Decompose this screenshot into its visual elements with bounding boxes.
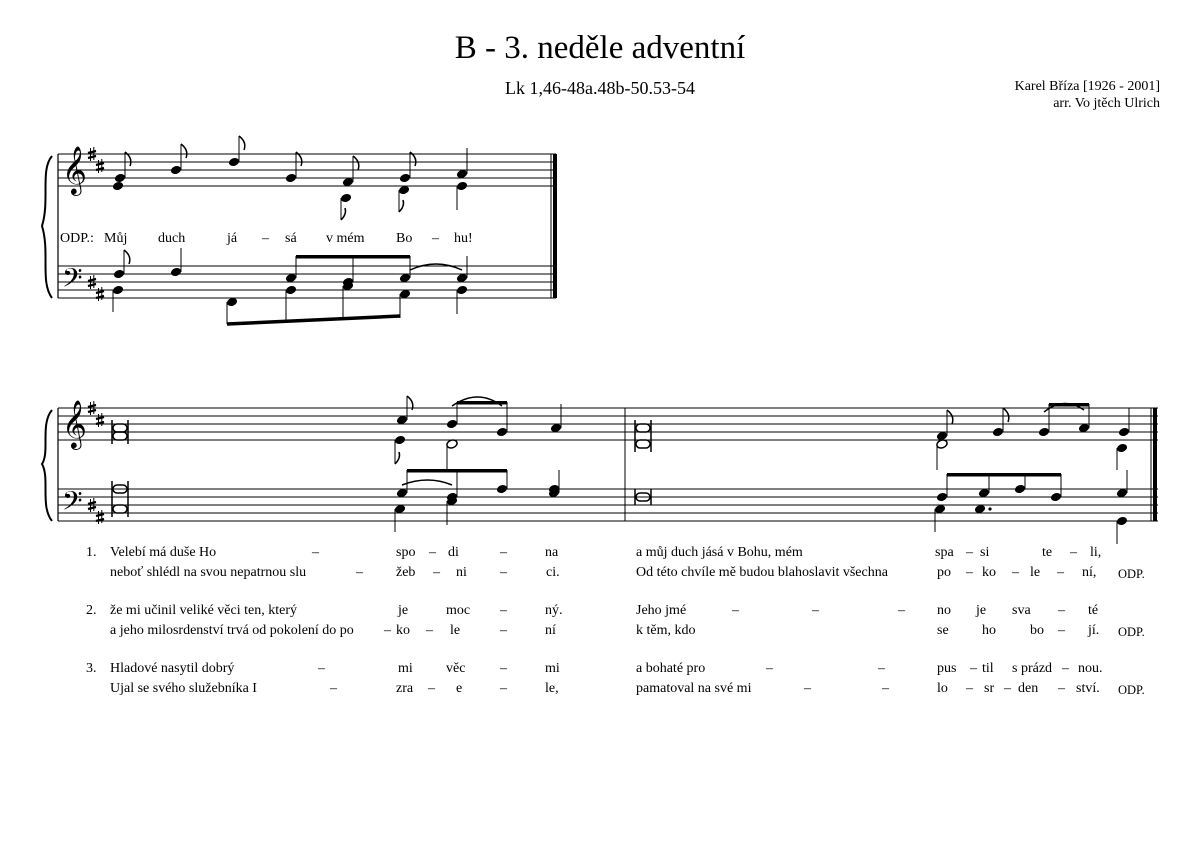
hyphen: – — [500, 623, 507, 638]
hyphen: – — [898, 603, 905, 618]
verse-number: 1. — [86, 545, 97, 560]
syllable: mi — [398, 661, 413, 676]
verse-text: k těm, kdo — [636, 623, 696, 638]
tenor-notes — [113, 248, 468, 287]
response-syllable: v mém — [326, 231, 365, 246]
treble-clef: 𝄞 — [62, 399, 87, 448]
verse-text: a jeho milosrdenství trvá od pokolení do po — [110, 623, 354, 638]
hyphen: – — [384, 623, 391, 638]
verse-text: Ujal se svého služebníka I — [110, 681, 257, 696]
syllable: te — [1042, 545, 1053, 560]
response-syllable: – — [432, 231, 439, 246]
syllable: s prázd — [1012, 661, 1053, 676]
syllable: ný. — [545, 603, 563, 618]
hyphen: – — [970, 661, 977, 676]
hyphen: – — [1012, 565, 1019, 580]
syllable: sr — [984, 681, 995, 696]
final-barline — [1153, 408, 1157, 521]
hyphen: – — [966, 681, 973, 696]
syllable: bo — [1030, 623, 1044, 638]
response-syllable: – — [262, 231, 269, 246]
hyphen: – — [1070, 545, 1077, 560]
reciting-chord-2 — [635, 420, 651, 505]
response-syllable: já — [227, 231, 238, 246]
hyphen: – — [426, 623, 433, 638]
syllable: jí. — [1088, 623, 1100, 638]
hyphen: – — [812, 603, 819, 618]
hyphen: – — [500, 565, 507, 580]
syllable: nou. — [1078, 661, 1103, 676]
hyphen: – — [882, 681, 889, 696]
hyphen: – — [433, 565, 440, 580]
hyphen: – — [1062, 661, 1069, 676]
verse-number: 3. — [86, 661, 97, 676]
syllable: se — [937, 623, 949, 638]
syllable: le — [450, 623, 461, 638]
hyphen: – — [500, 681, 507, 696]
response-syllable: Můj — [104, 231, 128, 246]
syllable: ní — [545, 623, 556, 638]
syllable: věc — [446, 661, 466, 676]
hyphen: – — [500, 603, 507, 618]
hyphen: – — [500, 545, 507, 560]
syllable: ko — [982, 565, 996, 580]
hyphen: – — [1058, 681, 1065, 696]
verse-number: 2. — [86, 603, 97, 618]
bass-staff — [58, 489, 1158, 521]
bass-staff — [58, 266, 556, 298]
hyphen: – — [966, 565, 973, 580]
hyphen: – — [429, 545, 436, 560]
syllable: té — [1088, 603, 1099, 618]
response-cue: ODP. — [1118, 567, 1145, 581]
verse-text: a bohaté pro — [636, 661, 706, 676]
brace — [42, 156, 52, 298]
syllable: je — [976, 603, 987, 618]
syllable: e — [456, 681, 463, 696]
response-label: ODP.: — [60, 231, 94, 246]
hyphen: – — [878, 661, 885, 676]
treble-staff — [58, 408, 1158, 440]
syllable: ci. — [546, 565, 560, 580]
response-cue: ODP. — [1118, 683, 1145, 697]
syllable: til — [982, 661, 994, 676]
response-syllable: Bo — [396, 231, 413, 246]
syllable: no — [937, 603, 951, 618]
syllable: žeb — [396, 565, 416, 580]
verse-text: neboť shlédl na svou nepatrnou slu — [110, 565, 307, 580]
verse-text: Hladové nasytil dobrý — [110, 661, 235, 676]
syllable: po — [937, 565, 951, 580]
hyphen: – — [356, 565, 363, 580]
hyphen: – — [500, 661, 507, 676]
verse-text: že mi učinil veliké věci ten, který — [110, 603, 297, 618]
syllable: ho — [982, 623, 996, 638]
page-title: B - 3. neděle adventní — [454, 30, 746, 66]
arranger-credit: arr. Vo jtěch Ulrich — [1053, 96, 1160, 111]
verse-text: Jeho jmé — [636, 603, 687, 618]
syllable: ni — [456, 565, 467, 580]
composer-credit: Karel Bříza [1926 - 2001] — [1014, 79, 1160, 94]
bass-clef: 𝄢 — [62, 262, 83, 300]
response-cue: ODP. — [1118, 625, 1145, 639]
response-syllable: hu! — [454, 231, 473, 246]
syllable: ní, — [1082, 565, 1097, 580]
bass-clef: 𝄢 — [62, 485, 83, 523]
final-barline — [553, 154, 557, 298]
syllable: ství. — [1076, 681, 1100, 696]
syllable: moc — [446, 603, 471, 618]
hyphen: – — [318, 661, 325, 676]
syllable: le, — [545, 681, 559, 696]
hyphen: – — [1057, 565, 1064, 580]
syllable: lo — [937, 681, 948, 696]
syllable: sva — [1012, 603, 1031, 618]
syllable: zra — [396, 681, 414, 696]
syllable: pus — [937, 661, 957, 676]
syllable: spa — [935, 545, 954, 560]
treble-clef: 𝄞 — [62, 145, 87, 194]
hyphen: – — [966, 545, 973, 560]
syllable: spo — [396, 545, 416, 560]
verse-text: a můj duch jásá v Bohu, mém — [636, 545, 803, 560]
alto-notes — [112, 181, 468, 220]
hyphen: – — [804, 681, 811, 696]
hyphen: – — [1058, 603, 1065, 618]
verse-text: Od této chvíle mě budou blahoslavit všechna — [636, 565, 888, 580]
hyphen: – — [1058, 623, 1065, 638]
brace — [42, 410, 52, 521]
hyphen: – — [732, 603, 739, 618]
response-syllable: duch — [158, 231, 186, 246]
hyphen: – — [1004, 681, 1011, 696]
system-2 — [42, 396, 1158, 544]
syllable: si — [980, 545, 990, 560]
syllable: mi — [545, 661, 560, 676]
verse-text: pamatoval na své mi — [636, 681, 752, 696]
response-syllable: sá — [285, 231, 297, 246]
hyphen: – — [428, 681, 435, 696]
syllable: di — [448, 545, 459, 560]
syllable: ko — [396, 623, 410, 638]
hyphen: – — [766, 661, 773, 676]
syllable: je — [398, 603, 409, 618]
hyphen: – — [330, 681, 337, 696]
system-1 — [42, 136, 557, 324]
verse-text: Velebí má duše Ho — [110, 545, 217, 560]
bass-notes — [112, 281, 468, 324]
syllable: na — [545, 545, 559, 560]
hyphen: – — [312, 545, 319, 560]
syllable: le — [1030, 565, 1041, 580]
syllable: den — [1018, 681, 1039, 696]
syllable: li, — [1090, 545, 1102, 560]
scripture-reference: Lk 1,46-48a.48b-50.53-54 — [505, 78, 695, 98]
treble-staff — [58, 154, 556, 186]
reciting-chord-1 — [112, 420, 128, 517]
